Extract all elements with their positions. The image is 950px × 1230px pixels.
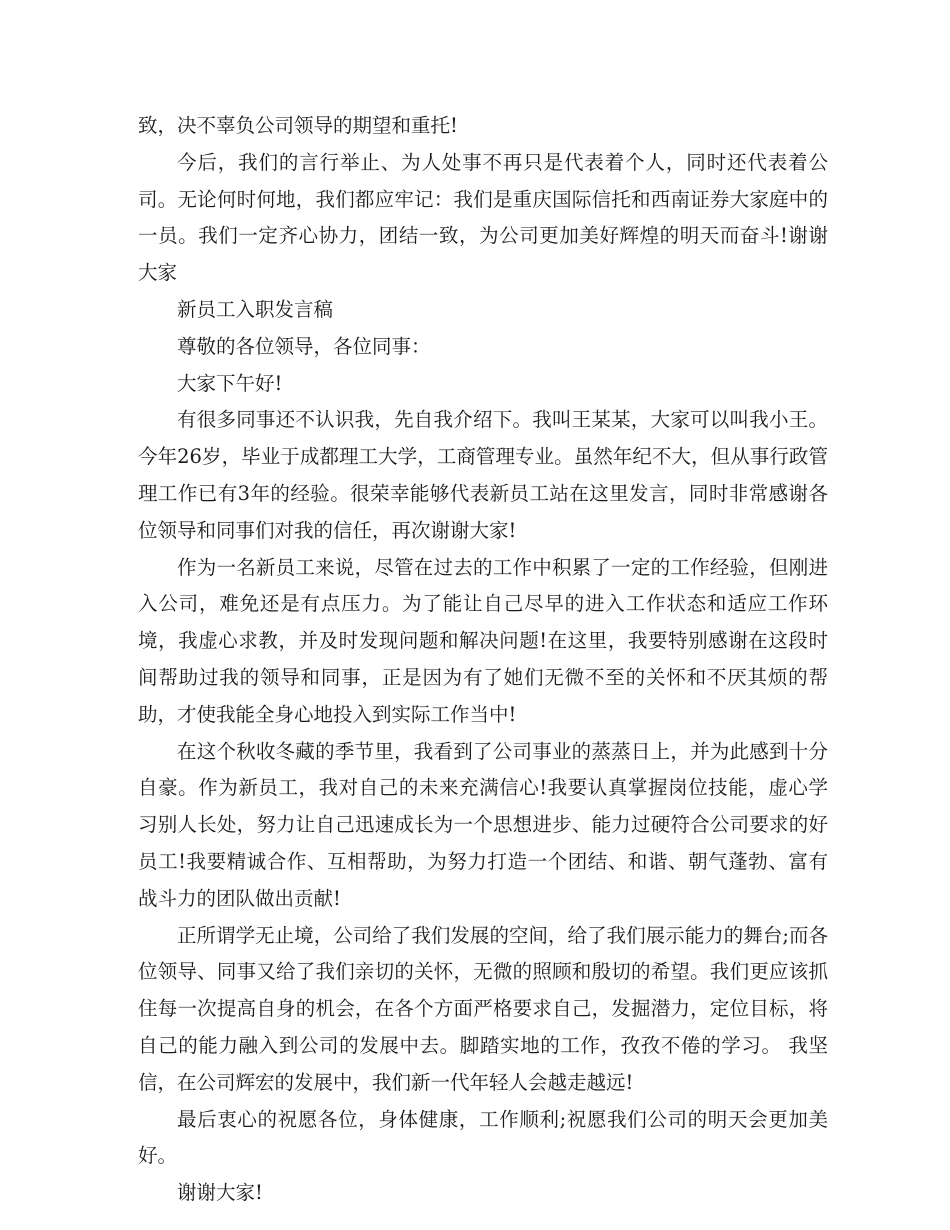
document-body <box>138 108 828 1212</box>
salutation: 尊敬的各位领导，各位同事： <box>177 334 431 358</box>
speech-title: 新员工入职发言稿 <box>177 297 334 321</box>
paragraph: 有很多同事还不认识我，先自我介绍下。我叫王某某，大家可以叫我小王。今年26岁，毕业于成都理工大学，工商管理专业。虽然年纪不大，但从事行政管理工作已有3年的经验。很荣幸能够代表新员工站在这里发言，同时非常感谢各位领导和同事们对我的信任，再次谢谢大家! <box>138 408 828 542</box>
paragraph: 作为一名新员工来说，尽管在过去的工作中积累了一定的工作经验，但刚进入公司，难免还是有点压力。为了能让自己尽早的进入工作状态和适应工作环境，我虚心求教，并及时发现问题和解决问题!在这里，我要特别感谢在这段时间帮助过我的领导和同事，正是因为有了她们无微不至的关怀和不厌其烦的帮助，才使我能全身心地投入到实际工作当中! <box>138 555 828 726</box>
paragraph: 在这个秋收冬藏的季节里，我看到了公司事业的蒸蒸日上，并为此感到十分自豪。作为新员工，我对自己的未来充满信心!我要认真掌握岗位技能，虚心学习别人长处，努力让自己迅速成长为一个思想进步、能力过硬符合公司要求的好员工!我要精诚合作、互相帮助，为努力打造一个团结、和谐、朝气蓬勃、富有战斗力的团队做出贡献! <box>138 739 828 910</box>
closing-wishes: 最后衷心的祝愿各位，身体健康，工作顺利;祝愿我们公司的明天会更加美好。 <box>138 1107 828 1168</box>
paragraph-continuation: 致，决不辜负公司领导的期望和重托! <box>138 114 458 137</box>
paragraph: 今后，我们的言行举止、为人处事不再只是代表着个人，同时还代表着公司。无论何时何地，我们都应牢记：我们是重庆国际信托和西南证券大家庭中的一员。我们一定齐心协力，团结一致，为公司更加美好辉煌的明天而奋斗!谢谢大家 <box>138 150 828 285</box>
greeting: 大家下午好! <box>177 371 283 395</box>
paragraph: 正所谓学无止境，公司给了我们发展的空间，给了我们展示能力的舞台;而各位领导、同事又给了我们亲切的关怀，无微的照顾和殷切的希望。我们更应该抓住每一次提高自身的机会，在各个方面严格要求自己，发掘潜力，定位目标，将自己的能力融入到公司的发展中去。脚踏实地的工作，孜孜不倦的学习。 我坚信，在公司辉宏的发展中，我们新一代年轻人会越走越远! <box>138 923 828 1094</box>
closing-thanks: 谢谢大家! <box>177 1181 263 1205</box>
